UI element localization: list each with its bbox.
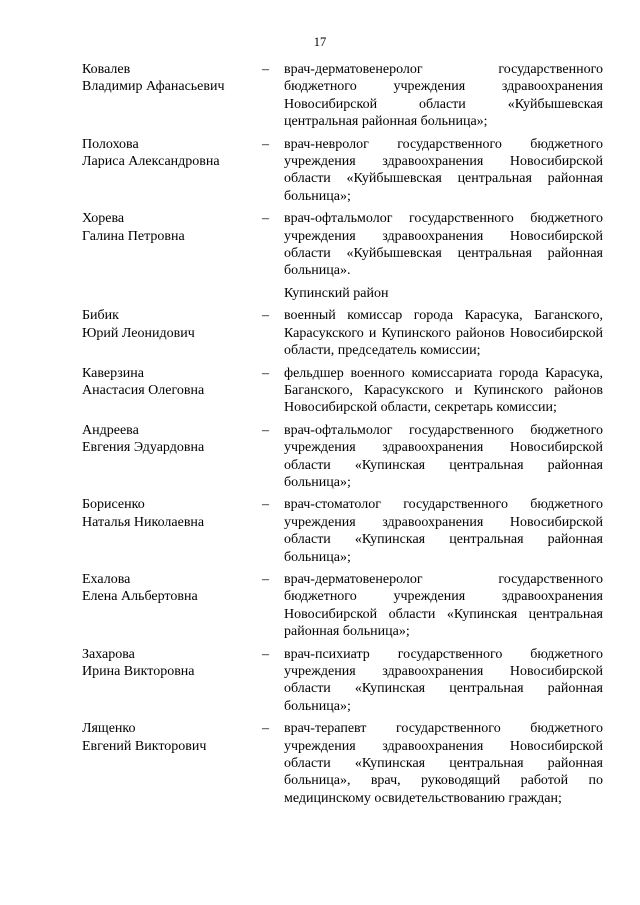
dash-separator: –: [262, 646, 269, 662]
member-entry: [82, 136, 605, 206]
member-given-names: Евгения Эдуардовна: [82, 440, 205, 456]
member-entry: [82, 720, 605, 807]
member-surname: Хорева: [82, 211, 125, 227]
member-name: [82, 720, 262, 755]
member-surname: Каверзина: [82, 365, 145, 381]
member-entry: [82, 210, 605, 280]
commission-list: [82, 61, 605, 812]
dash-separator: –: [262, 422, 269, 438]
member-position: фельдшер военного комиссариата города Карасука, Баганского, Карасукского и Купинского районов Новосибирской области, секретарь комиссии;: [284, 365, 603, 416]
dash-separator: –: [262, 365, 269, 381]
entries-group-kuibyshev: [82, 61, 605, 280]
member-entry: [82, 571, 605, 641]
member-entry: [82, 307, 605, 359]
member-surname: Полохова: [82, 136, 139, 152]
member-position: врач-психиатр государственного бюджетного учреждения здравоохранения Новосибирской области «Купинская центральная районная больница»;: [284, 646, 603, 714]
member-given-names: Галина Петровна: [82, 228, 185, 244]
member-name: [82, 210, 262, 245]
member-given-names: Анастасия Олеговна: [82, 382, 205, 398]
member-entry: [82, 422, 605, 492]
member-given-names: Юрий Леонидович: [82, 325, 195, 341]
member-name: [82, 365, 262, 400]
dash-separator: –: [262, 62, 269, 77]
page-number: 17: [313, 35, 327, 49]
dash-separator: –: [262, 571, 269, 587]
member-entry: [82, 365, 605, 417]
dash-separator: –: [262, 136, 269, 152]
dash-separator: –: [262, 308, 269, 324]
member-position: врач-дерматовенеролог государственного бюджетного учреждения здравоохранения Новосибирской области «Купинская центральная районная больница»;: [284, 571, 603, 640]
member-given-names: Лариса Александровна: [82, 154, 220, 170]
member-given-names: Владимир Афанасьевич: [82, 79, 225, 95]
member-position: врач-офтальмолог государственного бюджетного учреждения здравоохранения Новосибирской области «Куйбышевская центральная районная больница».: [284, 211, 603, 279]
section-heading: Купинский район: [284, 285, 389, 301]
member-name: [82, 496, 262, 531]
member-given-names: Наталья Николаевна: [82, 514, 205, 530]
member-given-names: Елена Альбертовна: [82, 589, 198, 605]
member-given-names: Евгений Викторович: [82, 738, 207, 754]
member-name: [82, 61, 262, 96]
dash-separator: –: [262, 497, 269, 513]
member-name: [82, 571, 262, 606]
entries-group-kupino: [82, 307, 605, 807]
member-given-names: Ирина Викторовна: [82, 664, 195, 679]
member-surname: Андреева: [82, 422, 139, 438]
member-position: врач-невролог государственного бюджетного учреждения здравоохранения Новосибирской области «Куйбышевская центральная районная больница»;: [284, 136, 603, 204]
member-name: [82, 422, 262, 457]
member-surname: Борисенко: [82, 497, 145, 513]
member-position: врач-терапевт государственного бюджетного учреждения здравоохранения Новосибирской области «Купинская центральная районная больница», врач, руководящий работой по медицинскому освидетельствованию граждан;: [284, 721, 603, 806]
member-surname: Захарова: [82, 646, 135, 662]
member-entry: [82, 646, 605, 716]
member-name: [82, 307, 262, 342]
member-surname: Ехалова: [82, 571, 131, 587]
member-entry: [82, 61, 605, 131]
member-position: военный комиссар города Карасука, Баганского, Карасукского и Купинского районов Новосибирской области, председатель комиссии;: [284, 308, 603, 359]
dash-separator: –: [262, 721, 269, 737]
member-entry: [82, 496, 605, 566]
member-surname: Бибик: [82, 308, 119, 324]
member-position: врач-стоматолог государственного бюджетного учреждения здравоохранения Новосибирской области «Купинская центральная районная больница»;: [284, 497, 603, 565]
member-position: врач-дерматовенеролог государственного бюджетного учреждения здравоохранения Новосибирской области «Куйбышевская центральная районная больница»;: [284, 62, 603, 130]
member-position: врач-офтальмолог государственного бюджетного учреждения здравоохранения Новосибирской области «Купинская центральная районная больница»;: [284, 422, 603, 490]
dash-separator: –: [262, 211, 269, 227]
member-surname: Ковалев: [82, 62, 131, 77]
member-name: [82, 136, 262, 171]
member-name: [82, 646, 262, 681]
member-surname: Лященко: [82, 721, 136, 737]
